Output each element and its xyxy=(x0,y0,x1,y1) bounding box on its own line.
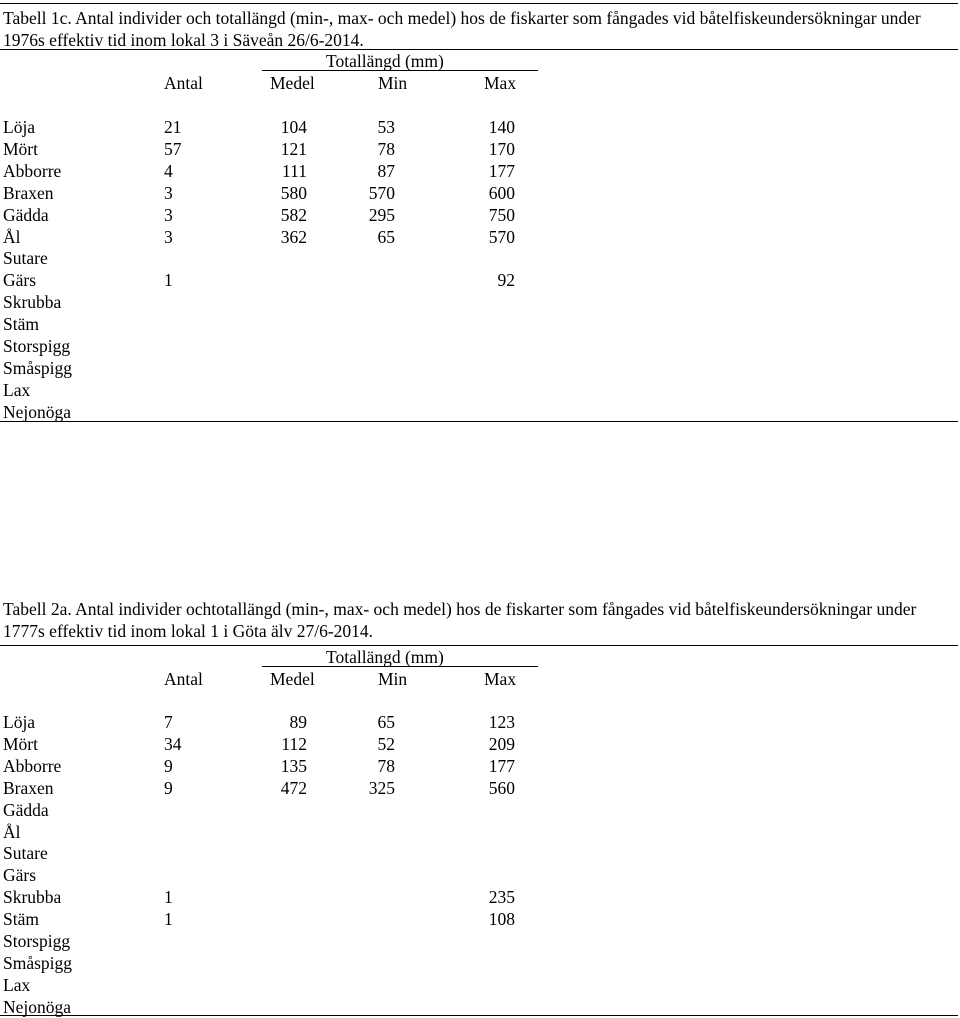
species-cell: Mört xyxy=(3,138,38,159)
antal-cell: 3 xyxy=(164,182,173,203)
medel-cell: 472 xyxy=(280,777,307,798)
medel-cell: 89 xyxy=(289,712,307,732)
antal-cell: 1 xyxy=(164,270,173,291)
species-cell: Gädda xyxy=(3,799,49,820)
antal-cell: 1 xyxy=(164,887,173,908)
table-row xyxy=(0,401,960,423)
species-cell: Abborre xyxy=(3,160,62,181)
species-cell: Braxen xyxy=(3,777,54,798)
group-header-totallangd: Totallängd (mm) xyxy=(326,647,444,667)
antal-cell: 9 xyxy=(164,755,173,776)
table-row xyxy=(0,755,960,777)
col-header-max: Max xyxy=(484,669,517,689)
medel-cell: 362 xyxy=(280,226,307,247)
species-cell: Stäm xyxy=(3,314,39,335)
table-row xyxy=(0,269,960,291)
species-cell: Sutare xyxy=(3,843,48,864)
max-cell: 177 xyxy=(488,160,515,181)
table-row xyxy=(0,974,960,996)
col-header-medel: Medel xyxy=(270,73,315,93)
species-cell: Nejonöga xyxy=(3,996,72,1017)
species-cell: Sutare xyxy=(3,248,48,269)
antal-cell: 4 xyxy=(164,160,173,181)
table-row xyxy=(0,116,960,138)
medel-cell: 135 xyxy=(280,755,307,776)
medel-cell: 104 xyxy=(280,117,307,137)
min-cell: 325 xyxy=(368,777,395,798)
species-cell: Ål xyxy=(3,821,21,842)
col-header-medel: Medel xyxy=(270,669,315,689)
table-row xyxy=(0,204,960,226)
antal-cell: 3 xyxy=(164,226,173,247)
antal-cell: 7 xyxy=(164,712,173,732)
max-cell: 170 xyxy=(488,138,515,159)
antal-cell: 21 xyxy=(164,117,182,137)
table-row xyxy=(0,864,960,886)
species-cell: Stäm xyxy=(3,909,39,930)
species-cell: Skrubba xyxy=(3,887,62,908)
species-cell: Storspigg xyxy=(3,336,71,356)
species-cell: Löja xyxy=(3,712,36,732)
species-cell: Lax xyxy=(3,379,31,400)
col-header-antal: Antal xyxy=(164,73,203,93)
max-cell: 750 xyxy=(488,204,515,225)
table-row xyxy=(0,379,960,401)
table-row xyxy=(0,711,960,733)
table-bottom-rule xyxy=(0,421,958,422)
medel-cell: 111 xyxy=(282,160,307,181)
table-row xyxy=(0,952,960,974)
col-header-max: Max xyxy=(484,73,517,93)
species-cell: Gärs xyxy=(3,270,37,291)
max-cell: 177 xyxy=(488,755,515,776)
table-row xyxy=(0,335,960,357)
col-header-min: Min xyxy=(378,669,408,689)
max-cell: 123 xyxy=(488,712,515,732)
min-cell: 53 xyxy=(377,117,395,137)
species-cell: Småspigg xyxy=(3,357,73,378)
group-header-underline xyxy=(262,666,538,667)
table-row xyxy=(0,291,960,313)
table-row xyxy=(0,357,960,379)
medel-cell: 112 xyxy=(281,733,307,754)
table-row xyxy=(0,799,960,821)
species-cell: Småspigg xyxy=(3,952,73,973)
col-header-min: Min xyxy=(378,73,408,93)
max-cell: 235 xyxy=(488,887,515,908)
max-cell: 560 xyxy=(488,777,515,798)
col-header-antal: Antal xyxy=(164,669,203,689)
species-cell: Abborre xyxy=(3,755,62,776)
table-caption: Tabell 2a. Antal individer ochtotallängd (min-, max- och medel) hos de fiskarter som fångades vid båtelfiskeundersökningar under 1777s effektiv tid inom lokal 1 i Göta älv 27/6-2014. xyxy=(3,599,917,641)
species-cell: Mört xyxy=(3,733,38,754)
min-cell: 87 xyxy=(377,160,395,181)
table-row xyxy=(0,777,960,799)
antal-cell: 3 xyxy=(164,204,173,225)
max-cell: 92 xyxy=(497,270,515,291)
table-row xyxy=(0,313,960,335)
table-row xyxy=(0,138,960,160)
min-cell: 78 xyxy=(377,755,395,776)
medel-cell: 580 xyxy=(280,182,307,203)
max-cell: 570 xyxy=(488,226,515,247)
table-row xyxy=(0,733,960,755)
table-row xyxy=(0,182,960,204)
antal-cell: 57 xyxy=(164,138,182,159)
species-cell: Storspigg xyxy=(3,931,71,951)
species-cell: Skrubba xyxy=(3,292,62,313)
caption-rule xyxy=(0,49,958,50)
group-header-totallangd: Totallängd (mm) xyxy=(326,51,444,71)
table-top-rule xyxy=(0,3,958,4)
species-cell: Lax xyxy=(3,974,31,995)
table-row xyxy=(0,930,960,952)
species-cell: Gädda xyxy=(3,204,49,225)
min-cell: 65 xyxy=(377,226,395,247)
min-cell: 295 xyxy=(368,204,395,225)
species-cell: Löja xyxy=(3,117,36,137)
antal-cell: 34 xyxy=(164,733,182,754)
table-row xyxy=(0,160,960,182)
min-cell: 78 xyxy=(377,138,395,159)
table-row xyxy=(0,821,960,843)
caption-rule xyxy=(0,645,958,646)
species-cell: Braxen xyxy=(3,182,54,203)
table-row xyxy=(0,886,960,908)
table-row xyxy=(0,908,960,930)
max-cell: 140 xyxy=(488,117,515,137)
min-cell: 570 xyxy=(368,182,395,203)
medel-cell: 121 xyxy=(280,138,307,159)
medel-cell: 582 xyxy=(280,204,307,225)
species-cell: Nejonöga xyxy=(3,401,72,422)
antal-cell: 1 xyxy=(164,909,173,930)
max-cell: 600 xyxy=(488,182,515,203)
max-cell: 108 xyxy=(488,909,515,930)
species-cell: Ål xyxy=(3,226,21,247)
table-row xyxy=(0,842,960,864)
table-bottom-rule xyxy=(0,1015,958,1016)
antal-cell: 9 xyxy=(164,777,173,798)
species-cell: Gärs xyxy=(3,865,37,886)
max-cell: 209 xyxy=(488,733,515,754)
table-row xyxy=(0,247,960,269)
table-caption: Tabell 1c. Antal individer och totallängd (min-, max- och medel) hos de fiskarter som fångades vid båtelfiskeundersökningar under 1976s effektiv tid inom lokal 3 i Säveån 26/6-2014. xyxy=(3,8,921,50)
min-cell: 65 xyxy=(377,712,395,732)
group-header-underline xyxy=(262,70,538,71)
table-row xyxy=(0,226,960,248)
min-cell: 52 xyxy=(377,733,395,754)
